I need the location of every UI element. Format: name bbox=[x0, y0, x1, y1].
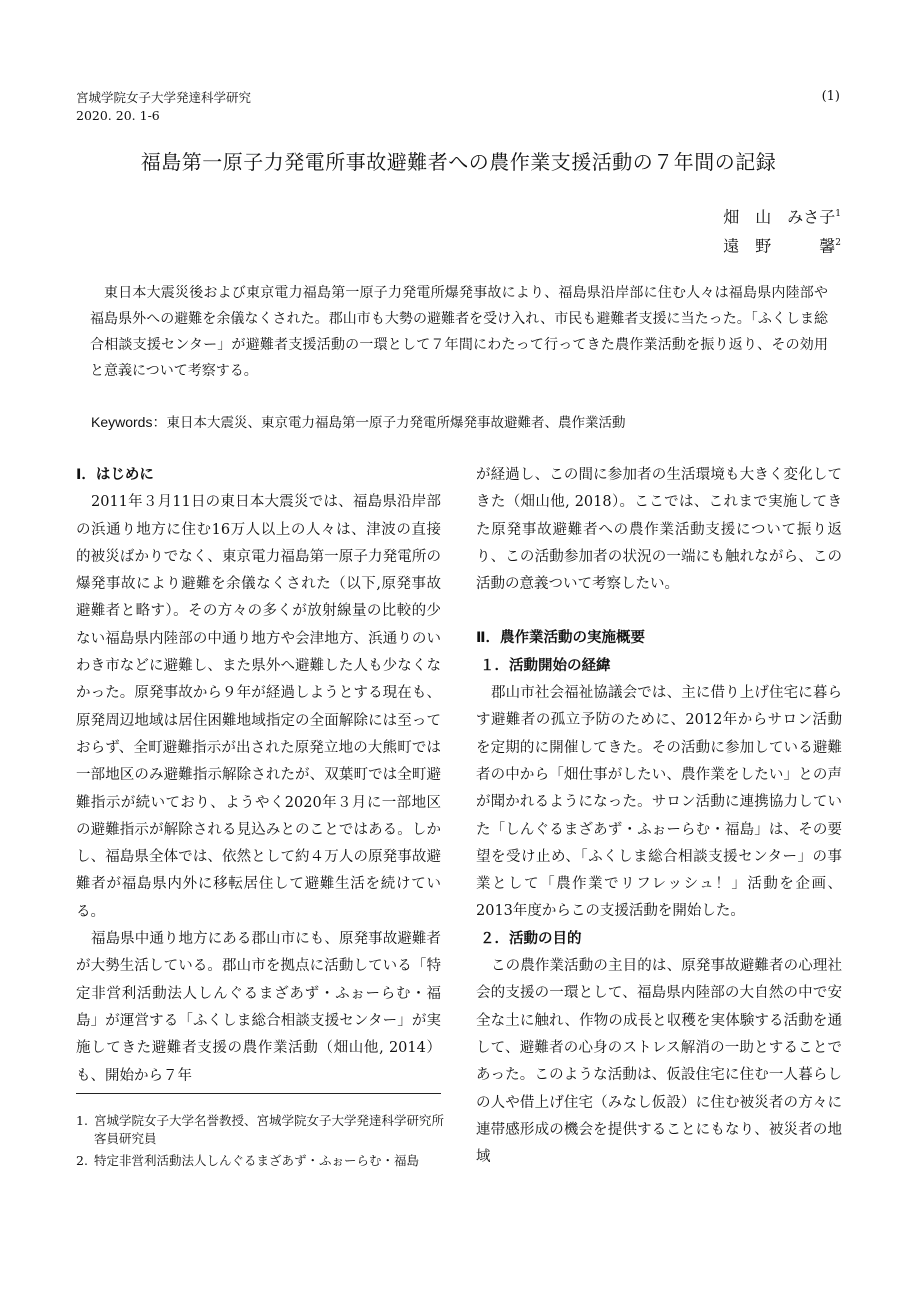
journal-header bbox=[76, 89, 251, 125]
section-heading: Ⅰ．はじめに bbox=[76, 467, 154, 483]
footnote bbox=[76, 1112, 446, 1148]
affiliation-mark: 1 bbox=[835, 209, 841, 219]
keywords bbox=[91, 411, 831, 432]
footnote-text: 特定非営利活動法人しんぐるまざあず・ふぉーらむ・福島 bbox=[94, 1153, 420, 1168]
affiliation-mark: 2 bbox=[835, 238, 841, 249]
footnote-number: 1. bbox=[76, 1113, 88, 1128]
author-1 bbox=[723, 201, 841, 230]
left-column bbox=[76, 462, 441, 1090]
author-name: 畑 山 みさ子 bbox=[723, 207, 836, 227]
paper-title: 福島第一原子力発電所事故避難者への農作業支援活動の７年間の記録 bbox=[140, 150, 777, 174]
footnote-divider bbox=[76, 1093, 441, 1094]
body-paragraph: 福島県中通り地方にある郡山市にも、原発事故避難者が大勢生活している。郡山市を拠点に活動している「特定非営利活動法人しんぐるまざあず・ふぉーらむ・福島」が運営する「ふくしま総合相談支援センター」が実施してきた避難者支援の農作業活動（畑山他, 2014）も、開始から７年 bbox=[76, 931, 441, 1084]
body-paragraph: この農作業活動の主目的は、原発事故避難者の心理社会的支援の一環として、福島県内陸部の大自然の中で安全な土に触れ、作物の成長と収穫を実体験する活動を通して、避難者の心身のストレス解消の一助とすることであった。このような活動は、仮設住宅に住む一人暮らしの人や借上げ住宅（みなし仮設）に住む被災者の方々に連帯感形成の機会を提供することにもなり、被災者の地域 bbox=[476, 958, 842, 1166]
page-number: (1) bbox=[821, 89, 840, 104]
body-paragraph: 2011年３月11日の東日本大震災では、福島県沿岸部の浜通り地方に住む16万人以上の人々は、津波の直接的被災ばかりでなく、東京電力福島第一原子力発電所の爆発事故により避難を余儀なくされた（以下,原発事故避難者と略す）。その方々の多くが放射線量の比較的少ない福島県内陸部の中通り地方や会津地方、浜通りのいわき市などに避難し、また県外へ避難した人も少なくなかった。原発事故から９年が経過しようとする現在も、原発周辺地域は居住困難地域指定の全面解除には至っておらず、全町避難指示が出された原発立地の大熊町では一部地区のみ避難指示解除されたが、双葉町では全町避難指示が続いており、ようやく2020年３月に一部地区の避難指示が解除される見込みとのことではある。しかし、福島県全体では、依然として約４万人の原発事故避難者が福島県内外に移転居住して避難生活を続けている。 bbox=[76, 494, 441, 920]
footnote-text: 宮城学院女子大学名誉教授、宮城学院女子大学発達科学研究所客員研究員 bbox=[94, 1113, 445, 1146]
subsection-heading: １．活動開始の経緯 bbox=[480, 657, 611, 674]
footnotes bbox=[76, 1112, 446, 1174]
subsection-heading: ２．活動の目的 bbox=[480, 930, 582, 947]
right-column bbox=[476, 462, 842, 1171]
footnote-number: 2. bbox=[76, 1153, 88, 1168]
body-paragraph: 郡山市社会福祉協議会では、主に借り上げ住宅に暮らす避難者の孤立予防のために、2012年からサロン活動を定期的に開催してきた。その活動に参加している避難者の中から「畑仕事がしたい、農作業をしたい」との声が聞かれるようになった。サロン活動に連携協力していた「しんぐるまざあず・ふぉーらむ・福島」は、その要望を受け止め、「ふくしま総合相談支援センター」の事業として「農作業でリフレッシュ！」活動を企画、2013年度からこの支援活動を開始した。 bbox=[476, 685, 842, 920]
section-heading: Ⅱ．農作業活動の実施概要 bbox=[476, 630, 646, 647]
author-2 bbox=[723, 230, 841, 259]
keywords-text: 東日本大震災、東京電力福島第一原子力発電所爆発事故避難者、農作業活動 bbox=[166, 415, 626, 431]
abstract: 東日本大震災後および東京電力福島第一原子力発電所爆発事故により、福島県沿岸部に住む人々は福島県内陸部や福島県外への避難を余儀なくされた。郡山市も大勢の避難者を受け入れ、市民も避難者支援に当たった。「ふくしま総合相談支援センター」が避難者支援活動の一環として７年間にわたって行ってきた農作業活動を振り返り、その効用と意義について考察する。 bbox=[90, 285, 828, 379]
author-list bbox=[723, 201, 841, 260]
journal-name: 宮城学院女子大学発達科学研究 bbox=[76, 90, 252, 105]
keywords-label: Keywords： bbox=[91, 414, 167, 430]
body-paragraph: が経過し、この間に参加者の生活環境も大きく変化してきた（畑山他, 2018）。ここでは、これまで実施してきた原発事故避難者への農作業活動支援について振り返り、この活動参加者の状況の一端にも触れながら、この活動の意義ついて考察したい。 bbox=[476, 467, 842, 593]
footnote bbox=[76, 1152, 446, 1170]
journal-citation: 2020. 20. 1-6 bbox=[76, 108, 160, 123]
author-name: 遠 野 馨 bbox=[723, 236, 836, 256]
